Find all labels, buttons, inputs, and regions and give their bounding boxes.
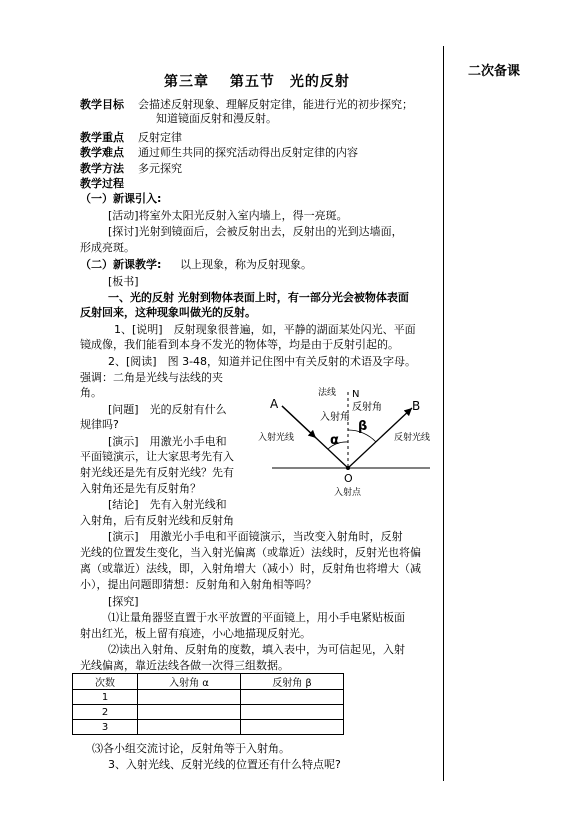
conclusion-line1: [结论] 先有入射光线和: [108, 498, 227, 511]
demo1-line3: 射光线还是先有反射光线？先有: [80, 466, 234, 479]
reflect-ray-label: 反射光线: [394, 433, 431, 443]
reflection-diagram: [258, 384, 444, 500]
explore-label: [探究]: [108, 595, 139, 608]
demo1-line1: [演示] 用激光小手电和: [108, 435, 227, 448]
goal-line1: 会描述反射现象、理解反射定律，能进行光的初步探究；: [138, 98, 413, 111]
table-cell: [241, 705, 344, 720]
section1-heading: （一）新课引入:: [80, 192, 162, 205]
table-cell: [138, 720, 241, 735]
demo2-line4: 小），提出问题即猜想：反射角和入射角相等吗？: [80, 578, 317, 591]
beta-symbol: β: [358, 419, 368, 434]
table-cell: [138, 705, 241, 720]
explore4: 3、入射光线、反射光线的位置还有什么特点呢?: [108, 758, 341, 771]
para1-line1: 1、[说明] 反射现象很普遍，如，平静的湖面某处闪光、平面: [114, 323, 416, 336]
label-n: N: [352, 389, 360, 400]
incidence-point-dot: [346, 466, 350, 470]
definition-line2: 反射回来，这种现象叫做光的反射。: [80, 306, 256, 319]
section1-p2a: [探讨]光射到镜面后，会被反射出去，反射出的光到达墙面，: [108, 225, 403, 238]
table-header-row: [73, 674, 344, 690]
difficulty-text: 通过师生共同的探究活动得出反射定律的内容: [138, 146, 358, 159]
section2-text: 以上现象，称为反射现象。: [180, 258, 312, 271]
definition-line1: 一、光的反射 光射到物体表面上时，有一部分光会被物体表面: [108, 291, 409, 304]
para2: 2、[阅读] 图 3-48，知道并记住图中有关反射的术语及字母。: [108, 355, 417, 368]
table-header: 次数: [73, 674, 138, 690]
explore3: ⑶各小组交流讨论，反射角等于入射角。: [92, 742, 290, 755]
table-cell: [138, 690, 241, 705]
question-line2: 规律吗?: [80, 418, 119, 431]
table-cell: [241, 690, 344, 705]
section2-heading: （二）新课教学:: [80, 258, 162, 271]
incident-ray-label: 入射光线: [258, 433, 295, 443]
table-cell: 1: [73, 690, 138, 705]
demo2-line2: 光线的位置发生变化，当入射光偏离（或靠近）法线时，反射光也将偏: [80, 546, 421, 559]
table-cell: 2: [73, 705, 138, 720]
demo2-line1: [演示] 用激光小手电和平面镜演示，当改变入射角时，反射: [108, 530, 403, 543]
table-header: 反射角 β: [241, 674, 344, 690]
reflect-angle-label: 反射角: [352, 402, 382, 413]
label-o: O: [344, 472, 353, 485]
para3-line1: 强调：二角是光线与法线的夹: [80, 371, 223, 384]
process-label: 教学过程: [80, 177, 124, 190]
demo1-line4: 入射角还是先有反射角？: [80, 482, 201, 495]
table-row: [73, 720, 344, 735]
conclusion-line2: 入射角，后有反射光线和反射角: [80, 514, 234, 527]
table-cell: [241, 720, 344, 735]
explore2-line1: ⑵读出入射角、反射角的度数，填入表中，为可信起见，入射: [108, 643, 405, 656]
explore1-line2: 射出红光，板上留有痕迹，小心地描现反射光。: [80, 627, 311, 640]
label-b: B: [412, 399, 421, 413]
table-cell: 3: [73, 720, 138, 735]
table-header: 入射角 α: [138, 674, 241, 690]
incidence-point-label: 入射点: [334, 488, 362, 498]
data-table: [72, 673, 344, 735]
demo2-line3: 离（或靠近）法线，即，入射角增大（减小）时，反射角也将增大（减: [80, 562, 421, 575]
normal-label: 法线: [318, 388, 337, 398]
explore2-line2: 光线偏离，靠近法线各做一次得三组数据。: [80, 659, 289, 672]
explore1-line1: ⑴让量角器竖直置于水平放置的平面镜上，用小手电紧贴板面: [108, 611, 405, 624]
key-text: 反射定律: [138, 131, 182, 144]
para1-line2: 镜成像，我们能看到本身不发光的物体等，均是由于反射引起的。: [80, 338, 399, 351]
incident-angle-label: 入射角: [320, 412, 350, 423]
goal-line2: 知道镜面反射和漫反射。: [156, 112, 277, 125]
method-text: 多元探究: [138, 162, 182, 175]
section1-p1: [活动]将室外太阳光反射入室内墙上，得一亮斑。: [108, 209, 348, 222]
goal-label: 教学目标: [80, 98, 124, 111]
key-label: 教学重点: [80, 131, 124, 144]
board-note: [板书]: [108, 275, 139, 288]
difficulty-label: 教学难点: [80, 146, 124, 159]
demo1-line2: 平面镜演示，让大家思考先有入: [80, 450, 234, 463]
page-title: 第三章 第五节 光的反射: [164, 74, 350, 90]
table-row: [73, 690, 344, 705]
alpha-symbol: α: [330, 433, 339, 448]
side-note: 二次备课: [468, 64, 521, 79]
section1-p2b: 形成亮斑。: [80, 241, 135, 254]
label-a: A: [270, 397, 279, 411]
method-label: 教学方法: [80, 162, 124, 175]
table-row: [73, 705, 344, 720]
para3-line2: 角。: [80, 386, 102, 399]
question-line1: [问题] 光的反射有什么: [108, 403, 227, 416]
